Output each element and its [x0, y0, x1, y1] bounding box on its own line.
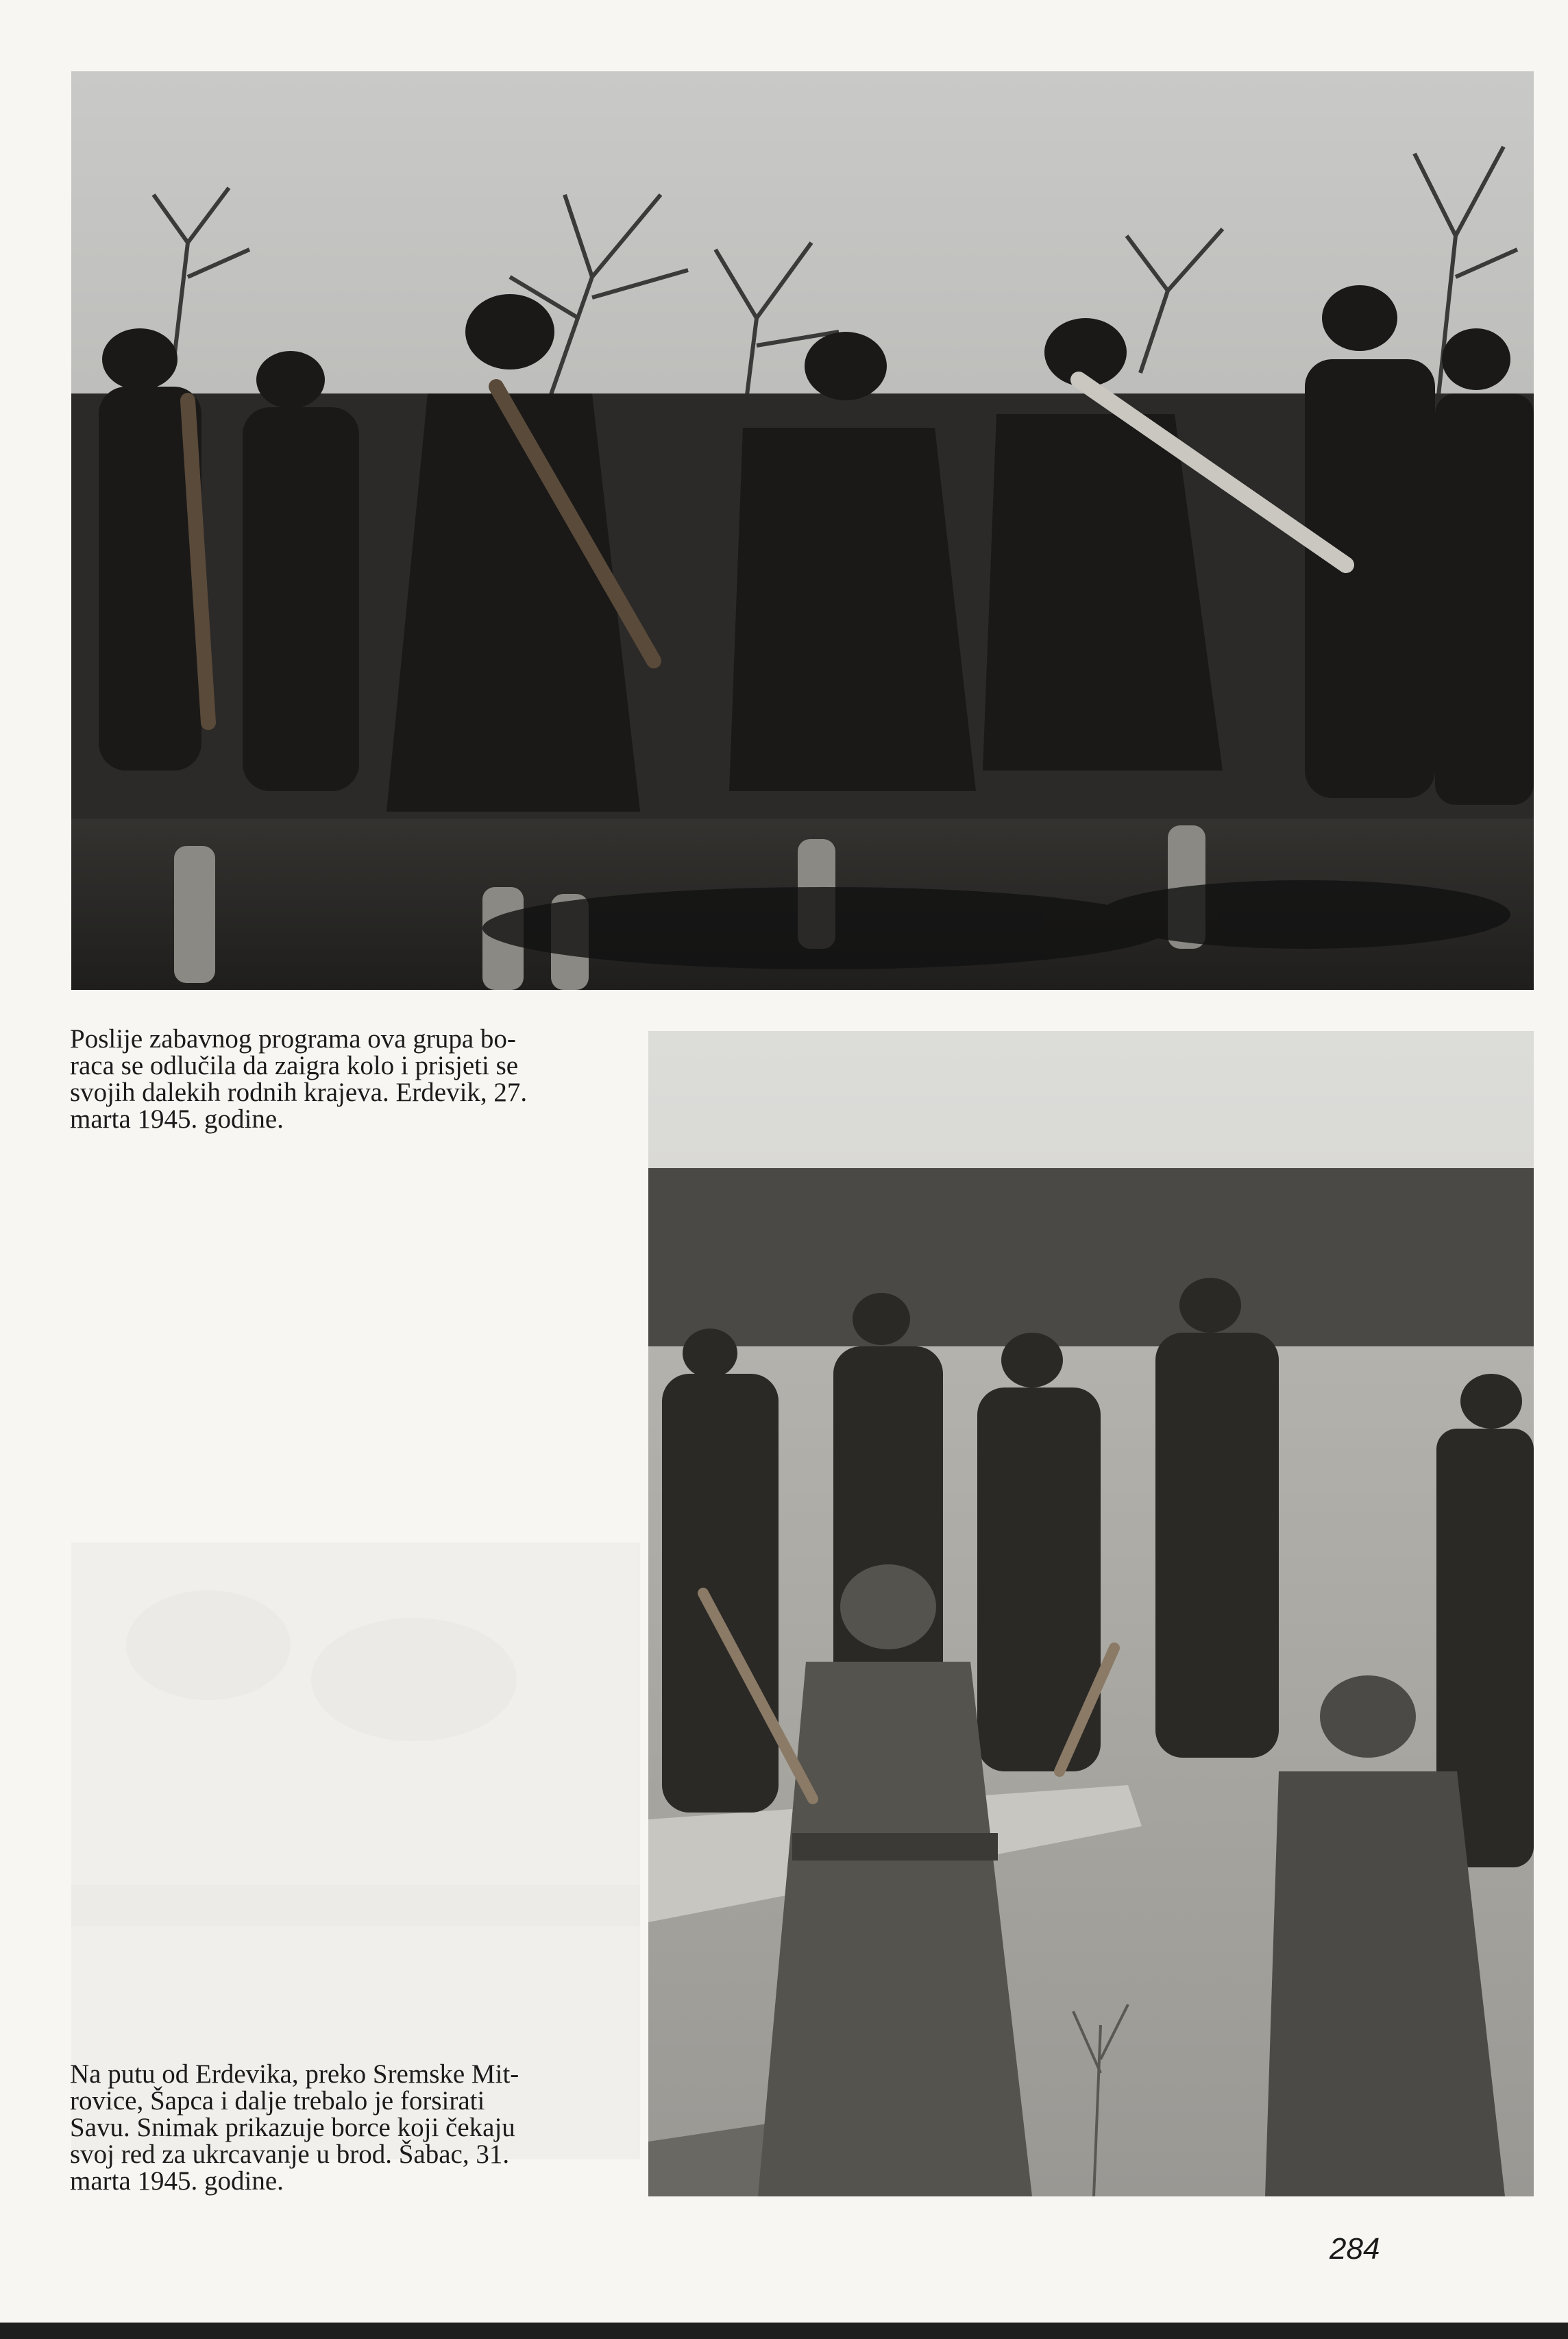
- photo-soldiers-dancing-kolo: [71, 71, 1534, 990]
- photo-soldiers-waiting-to-board: [648, 1031, 1534, 2196]
- photo-caption-kolo: Poslije zabavnog programa ova grupa bo- raca se odlučila da zaigra kolo i prisjeti se svojih dalekih rodnih krajeva. Erdevik, 27. marta 1945. godine.: [70, 1024, 528, 1134]
- photo-soldiers-dancing-kolo-image: [71, 71, 1534, 990]
- photo-caption-waiting-to-board: Na putu od Erdevika, preko Sremske Mit- rovice, Šapca i dalje trebalo je forsirati Savu. Snimak prikazuje borce koji čekaju svoj red za ukrcavanje u brod. Šabac, 31. marta 1945. godine.: [70, 2059, 519, 2196]
- scan-bottom-edge: [0, 2323, 1568, 2339]
- page-number: 284: [1330, 2232, 1380, 2266]
- photo-soldiers-waiting-to-board-image: [648, 1031, 1534, 2196]
